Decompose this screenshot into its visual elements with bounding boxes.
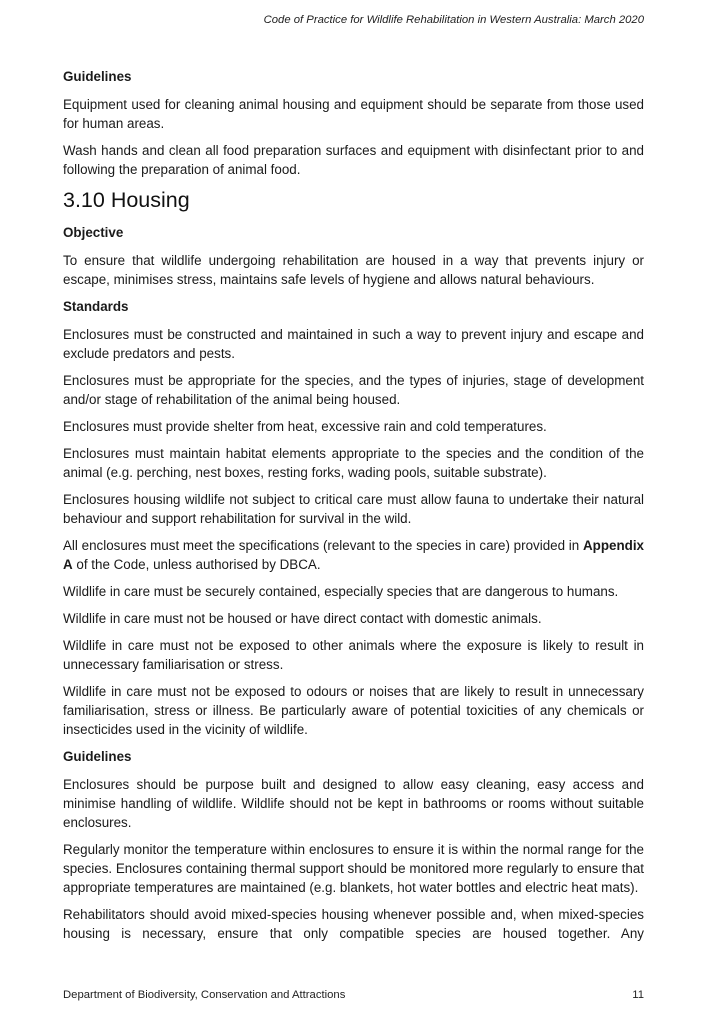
paragraph: Regularly monitor the temperature within enclosures to ensure it is within the normal range for the species. Enclosures containing thermal support should be monitored more regularly to ensure that appropriate temperatures are maintained (e.g. blankets, hot water bottles and electric heat mats). (63, 842, 644, 895)
paragraph: Enclosures must provide shelter from heat, excessive rain and cold temperatures. (63, 419, 547, 434)
paragraph: Enclosures must be constructed and maintained in such a way to prevent injury and escape and exclude predators and pests. (63, 327, 644, 361)
subheading-objective: Objective (63, 225, 124, 240)
paragraph-text: of the Code, unless authorised by DBCA. (72, 557, 321, 572)
paragraph: Enclosures housing wildlife not subject to critical care must allow fauna to undertake their natural behaviour and support rehabilitation for survival in the wild. (63, 492, 644, 526)
footer-department-text: Department of Biodiversity, Conservation and Attractions (63, 989, 346, 1001)
running-header: Code of Practice for Wildlife Rehabilitation in Western Australia: March 2020 (263, 14, 644, 26)
paragraph: Enclosures must maintain habitat elements appropriate to the species and the condition of the animal (e.g. perching, nest boxes, resting forks, wading pools, suitable substrate). (63, 446, 644, 480)
appendix-a-reference: Appendix A (63, 538, 644, 572)
subheading-guidelines: Guidelines (63, 69, 132, 84)
subheading-guidelines-2: Guidelines (63, 749, 132, 764)
paragraph: Enclosures must be appropriate for the species, and the types of injuries, stage of development and/or stage of rehabilitation of the animal being housed. (63, 373, 644, 407)
paragraph: Wildlife in care must be securely contained, especially species that are dangerous to humans. (63, 584, 619, 599)
paragraph: Equipment used for cleaning animal housing and equipment should be separate from those used for human areas. (63, 97, 644, 131)
paragraph: To ensure that wildlife undergoing rehabilitation are housed in a way that prevents injury or escape, minimises stress, maintains safe levels of hygiene and allows natural behaviours. (63, 253, 644, 287)
paragraph: Wildlife in care must not be exposed to other animals where the exposure is likely to result in unnecessary familiarisation or stress. (63, 638, 644, 672)
paragraph: Wildlife in care must not be housed or have direct contact with domestic animals. (63, 611, 542, 626)
paragraph: Wildlife in care must not be exposed to odours or noises that are likely to result in unnecessary familiarisation, stress or illness. Be particularly aware of potential toxicities of any chemicals or insecticides used in the vicinity of wildlife. (63, 684, 644, 737)
paragraph: Wash hands and clean all food preparation surfaces and equipment with disinfectant prior to and following the preparation of animal food. (63, 143, 644, 177)
section-heading-housing: 3.10 Housing (63, 188, 190, 212)
paragraph: Enclosures should be purpose built and designed to allow easy cleaning, easy access and minimise handling of wildlife. Wildlife should not be kept in bathrooms or rooms without suitable enclosures. (63, 777, 644, 830)
paragraph-text: All enclosures must meet the specifications (relevant to the species in care) provided in (63, 538, 583, 553)
subheading-standards: Standards (63, 299, 129, 314)
paragraph: Rehabilitators should avoid mixed-species housing whenever possible and, when mixed-species housing is necessary, ensure that only compatible species are housed together. Any (63, 907, 644, 941)
page-footer (63, 988, 644, 1002)
paragraph-appendix-reference (63, 536, 644, 574)
page-number: 11 (632, 989, 644, 1001)
